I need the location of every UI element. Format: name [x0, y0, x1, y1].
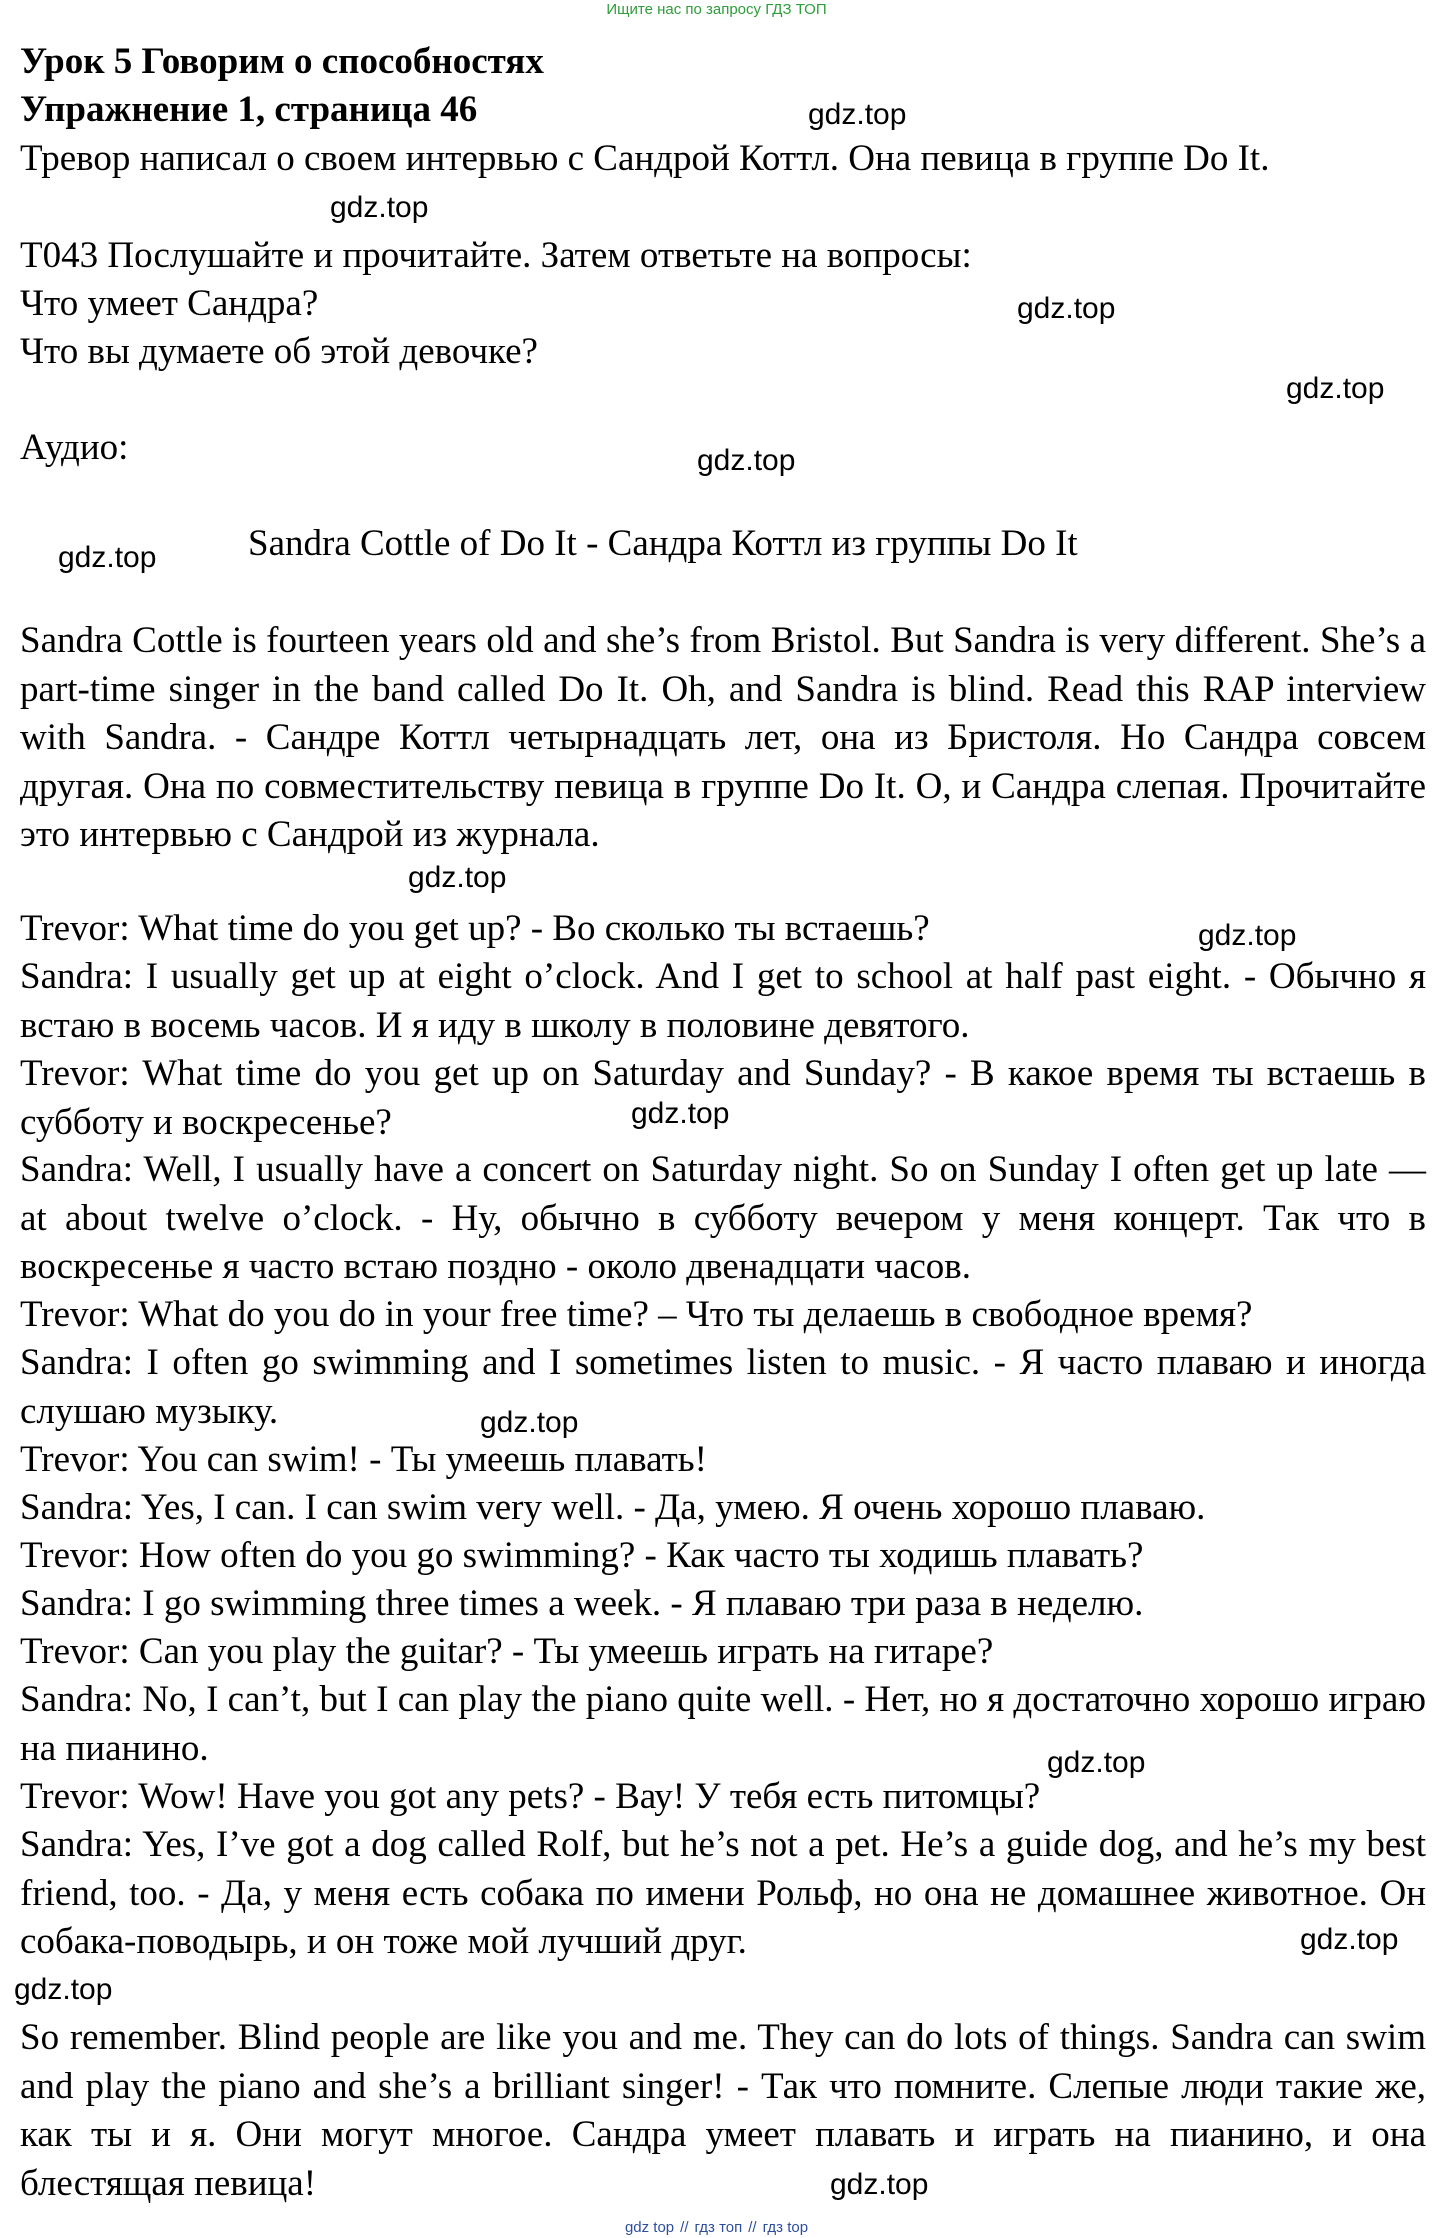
dialogue-line: Sandra: I often go swimming and I sometimes listen to music. - Я часто плаваю и иногда слушаю музыку.	[20, 1342, 1426, 1432]
dialogue-line: Trevor: How often do you go swimming? - Как часто ты ходишь плавать?	[20, 1535, 1144, 1576]
bottom-separator: //	[748, 2219, 757, 2236]
bottom-link-2[interactable]: гдз топ	[694, 2219, 743, 2236]
watermark-text: gdz.top	[1286, 372, 1385, 405]
dialogue-line: Sandra: I usually get up at eight o’clock. And I get to school at half past eight. - Обычно я встаю в восемь часов. И я иду в школу в половине девятого.	[20, 956, 1426, 1046]
bottom-separator: //	[680, 2219, 689, 2236]
dialogue-line: Trevor: What do you do in your free time? – Что ты делаешь в свободное время?	[20, 1294, 1253, 1335]
dialogue-line: Trevor: What time do you get up? - Во сколько ты встаешь?	[20, 908, 930, 949]
dialogue-line: Trevor: You can swim! - Ты умеешь плавать!	[20, 1439, 707, 1480]
watermark-text: gdz.top	[697, 444, 796, 477]
watermark-text: gdz.top	[830, 2168, 929, 2201]
watermark-text: gdz.top	[58, 541, 157, 574]
watermark-text: gdz.top	[408, 861, 507, 894]
bottom-link-3[interactable]: гдз top	[762, 2219, 809, 2236]
watermark-text: gdz.top	[1198, 919, 1297, 952]
watermark-text: gdz.top	[330, 191, 429, 224]
dialogue-line: Trevor: Wow! Have you got any pets? - Вау! У тебя есть питомцы?	[20, 1776, 1041, 1817]
bottom-link-1[interactable]: gdz top	[624, 2219, 675, 2236]
audio-label: Аудио:	[20, 427, 129, 468]
story-paragraph: Sandra Cottle is fourteen years old and she’s from Bristol. But Sandra is very different. She’s a part-time singer in the band called Do It. Oh, and Sandra is blind. Read this RAP interview with Sandra. - Сандре Коттл четырнадцать лет, она из Бристоля. Но Сандра совсем другая. Она по совместительству певица в группе Do It. О, и Сандра слепая. Прочитайте это интервью с Сандрой из журнала.	[20, 620, 1426, 855]
watermark-text: gdz.top	[808, 98, 907, 131]
dialogue-line: Sandra: Well, I usually have a concert on Saturday night. So on Sunday I often get up late — at about twelve o’clock. - Ну, обычно в субботу вечером у меня концерт. Так что в воскресенье я часто встаю поздно - около двенадцати часов.	[20, 1149, 1426, 1287]
text-title: Sandra Cottle of Do It - Сандра Коттл из группы Do It	[248, 523, 1078, 564]
conclusion-paragraph: So remember. Blind people are like you and me. They can do lots of things. Sandra can swim and play the piano and she’s a brilliant singer! - Так что помните. Слепые люди такие же, как ты и я. Они могут многое. Сандра умеет плавать и играть на пианино, и она блестящая певица!	[20, 2017, 1426, 2204]
task-line: T043 Послушайте и прочитайте. Затем ответьте на вопросы:	[20, 235, 972, 276]
top-banner-link[interactable]: Ищите нас по запросу ГДЗ ТОП	[606, 1, 827, 18]
dialogue-line: Sandra: Yes, I can. I can swim very well. - Да, умею. Я очень хорошо плаваю.	[20, 1487, 1206, 1528]
question-2: Что вы думаете об этой девочке?	[20, 331, 538, 372]
watermark-text: gdz.top	[14, 1973, 113, 2006]
bottom-banner	[0, 2218, 1433, 2238]
dialogue-line: Sandra: Yes, I’ve got a dog called Rolf, but he’s not a pet. He’s a guide dog, and he’s my best friend, too. - Да, у меня есть собака по имени Рольф, но она не домашнее животное. Он собака-поводырь, и он тоже мой лучший друг.	[20, 1824, 1426, 1962]
lesson-title: Урок 5 Говорим о способностях	[20, 41, 544, 82]
watermark-text: gdz.top	[1047, 1746, 1146, 1779]
watermark-text: gdz.top	[1017, 292, 1116, 325]
exercise-title: Упражнение 1, страница 46	[20, 89, 478, 130]
dialogue-line: Sandra: No, I can’t, but I can play the piano quite well. - Нет, но я достаточно хорошо играю на пианино.	[20, 1679, 1426, 1769]
dialogue-line: Sandra: I go swimming three times a week. - Я плаваю три раза в неделю.	[20, 1583, 1144, 1624]
watermark-text: gdz.top	[1300, 1923, 1399, 1956]
dialogue-line: Trevor: What time do you get up on Saturday and Sunday? - В какое время ты встаешь в субботу и воскресенье?	[20, 1053, 1426, 1143]
watermark-text: gdz.top	[480, 1406, 579, 1439]
watermark-text: gdz.top	[631, 1097, 730, 1130]
intro-paragraph: Тревор написал о своем интервью с Сандрой Коттл. Она певица в группе Do It.	[20, 138, 1270, 179]
question-1: Что умеет Сандра?	[20, 283, 319, 324]
dialogue-line: Trevor: Can you play the guitar? - Ты умеешь играть на гитаре?	[20, 1631, 994, 1672]
